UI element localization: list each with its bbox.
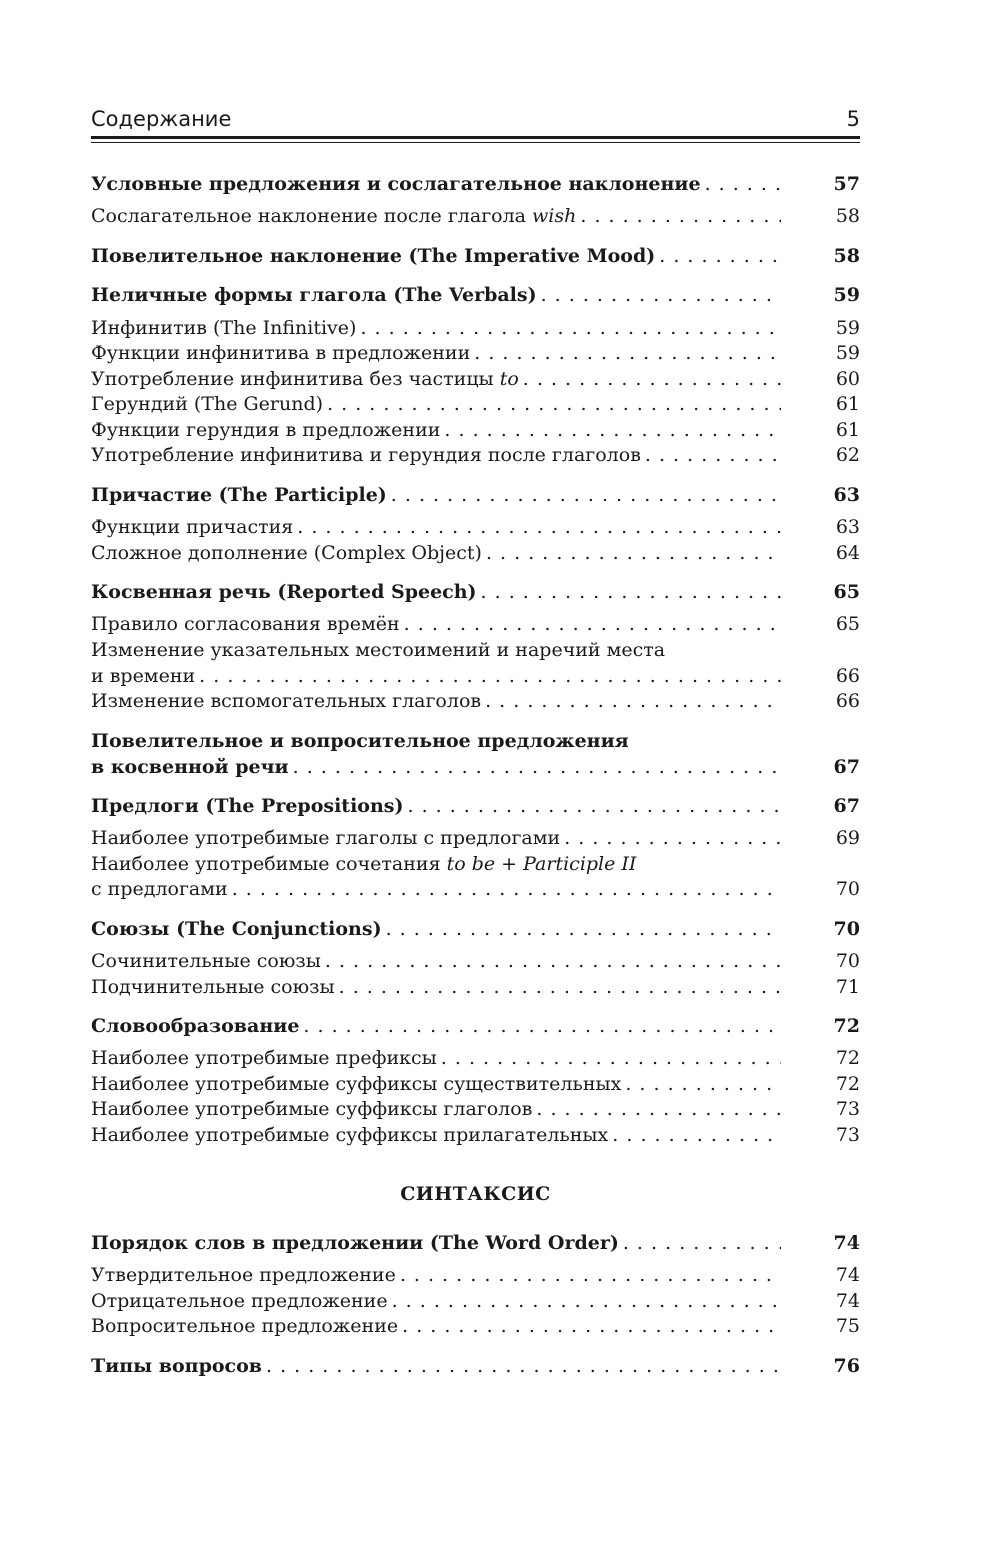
- toc-entry-text: Предлоги (The Prepositions): [91, 795, 407, 817]
- toc-entry-text: Наиболее употребимые суффиксы глаголов: [91, 1098, 536, 1120]
- toc-entry-sequence-of-tenses[interactable]: [91, 611, 860, 637]
- toc-entry-text: с предлогами: [91, 878, 232, 900]
- toc-entry-to-be-participle[interactable]: [91, 876, 860, 902]
- toc-entry-text: Порядок слов в предложении (The Word Order): [91, 1232, 623, 1254]
- toc-entry-text: Употребление инфинитива без частицы: [91, 368, 500, 390]
- header-rule-thick: [91, 136, 860, 139]
- toc-entry-bare-infinitive[interactable]: [91, 366, 860, 392]
- toc-entry-italic-term: to be + Participle II: [446, 853, 637, 875]
- toc-entry-page: 59: [833, 284, 860, 306]
- section-title-syntax: СИНТАКСИС: [400, 1183, 551, 1205]
- toc-entry-interrogative-sentence[interactable]: [91, 1313, 860, 1339]
- toc-entry-text: Косвенная речь (Reported Speech): [91, 581, 481, 603]
- toc-entry-text: Наиболее употребимые суффиксы прилагательных: [91, 1124, 612, 1146]
- toc-entry-page: 72: [833, 1015, 860, 1037]
- toc-entry-page: 66: [835, 690, 860, 712]
- toc-entry-page: 63: [835, 516, 860, 538]
- toc-entry-question-types[interactable]: [91, 1353, 860, 1379]
- toc-entry-verbals[interactable]: [91, 282, 860, 308]
- toc-entry-text: Употребление инфинитива и герундия после глаголов: [91, 444, 645, 466]
- toc-entry-page: 61: [835, 419, 860, 441]
- toc-entry-text: Функции инфинитива в предложении: [91, 342, 474, 364]
- toc-entry-text: Повелительное наклонение (The Imperative Mood): [91, 245, 659, 267]
- toc-entry-page: 70: [833, 918, 860, 940]
- toc-entry-infinitive[interactable]: [91, 315, 860, 341]
- toc-entry-complex-object[interactable]: [91, 540, 860, 566]
- toc-entry-page: 59: [835, 317, 860, 339]
- toc-entry-text: Сочинительные союзы: [91, 950, 325, 972]
- toc-entry-subordinating-conjunctions[interactable]: [91, 974, 860, 1000]
- toc-entry-page: 70: [835, 950, 860, 972]
- toc-entry-demonstratives-change[interactable]: [91, 663, 860, 689]
- toc-entry-line1[interactable]: Изменение указательных местоимений и наречий места: [91, 639, 666, 661]
- toc-entry-gerund-functions[interactable]: [91, 417, 860, 443]
- toc-entry-page: 63: [833, 484, 860, 506]
- toc-entry-reported-speech[interactable]: [91, 579, 860, 605]
- toc-entry-page: 76: [833, 1355, 860, 1377]
- toc-entry-page: 73: [835, 1124, 860, 1146]
- toc-entry-infinitive-gerund-after-verbs[interactable]: [91, 442, 860, 468]
- toc-entry-italic-term: to: [499, 368, 519, 390]
- toc-entry-text: Правило согласования времён: [91, 613, 404, 635]
- toc-entry-text: Функции причастия: [91, 516, 297, 538]
- toc-entry-page: 65: [833, 581, 860, 603]
- toc-entry-infinitive-functions[interactable]: [91, 340, 860, 366]
- toc-entry-page: 65: [835, 613, 860, 635]
- toc-entry-text: Вопросительное предложение: [91, 1315, 402, 1337]
- toc-entry-word-order[interactable]: [91, 1230, 860, 1256]
- toc-entry-prefixes[interactable]: [91, 1045, 860, 1071]
- running-head: [91, 104, 860, 134]
- toc-entry-text: Инфинитив (The Infinitive): [91, 317, 360, 339]
- toc-entry-text: Союзы (The Conjunctions): [91, 918, 386, 940]
- header-rule-thin: [91, 142, 860, 143]
- running-head-page-number: 5: [846, 107, 860, 131]
- running-head-title: Содержание: [91, 107, 232, 131]
- toc-entry-text: Отрицательное предложение: [91, 1290, 392, 1312]
- toc-entry-conjunctions[interactable]: [91, 916, 860, 942]
- toc-entry-conditional[interactable]: [91, 171, 860, 197]
- toc-entry-affirmative-sentence[interactable]: [91, 1262, 860, 1288]
- toc-entry-line1-text: Наиболее употребимые сочетания: [91, 853, 447, 875]
- toc-entry-page: 74: [833, 1232, 860, 1254]
- toc-entry-text: в косвенной речи: [91, 756, 293, 778]
- toc-entry-page: 75: [835, 1315, 860, 1337]
- toc-entry-page: 61: [835, 393, 860, 415]
- toc-entry-verbs-with-prepositions[interactable]: [91, 825, 860, 851]
- toc-entry-page: 58: [835, 205, 860, 227]
- toc-entry-text: Условные предложения и сослагательное наклонение: [91, 173, 705, 195]
- toc-entry-gerund[interactable]: [91, 391, 860, 417]
- toc-entry-italic-term: wish: [532, 205, 577, 227]
- toc-entry-participle-functions[interactable]: [91, 514, 860, 540]
- toc-entry-page: 67: [833, 795, 860, 817]
- toc-entry-page: 71: [835, 976, 860, 998]
- toc-entry-text: Причастие (The Participle): [91, 484, 391, 506]
- toc-entry-page: 62: [835, 444, 860, 466]
- toc-entry-adjective-suffixes[interactable]: [91, 1122, 860, 1148]
- toc-entry-text: Типы вопросов: [91, 1355, 266, 1377]
- toc-entry-text: Изменение вспомогательных глаголов: [91, 690, 485, 712]
- toc-entry-text: Неличные формы глагола (The Verbals): [91, 284, 541, 306]
- toc-entry-text: Наиболее употребимые глаголы с предлогами: [91, 827, 564, 849]
- page: [91, 0, 860, 1552]
- toc-entry-text: Сложное дополнение (Complex Object): [91, 542, 486, 564]
- toc-entry-verb-suffixes[interactable]: [91, 1096, 860, 1122]
- toc-entry-word-formation[interactable]: [91, 1013, 860, 1039]
- toc-entry-text: Сослагательное наклонение после глагола: [91, 205, 533, 227]
- toc-entry-page: 72: [835, 1073, 860, 1095]
- toc-entry-page: 67: [833, 756, 860, 778]
- toc-entry-text: Герундий (The Gerund): [91, 393, 327, 415]
- toc-entry-line1[interactable]: [91, 851, 791, 877]
- toc-entry-coordinating-conjunctions[interactable]: [91, 948, 860, 974]
- toc-entry-participle[interactable]: [91, 482, 860, 508]
- toc-entry-text: Функции герундия в предложении: [91, 419, 444, 441]
- toc-entry-page: 70: [835, 878, 860, 900]
- toc-entry-page: 66: [835, 665, 860, 687]
- toc-entry-negative-sentence[interactable]: [91, 1288, 860, 1314]
- toc-entry-page: 60: [835, 368, 860, 390]
- toc-entry-noun-suffixes[interactable]: [91, 1071, 860, 1097]
- toc-entry-subjunctive-wish[interactable]: [91, 203, 860, 229]
- toc-entry-text: и времени: [91, 665, 199, 687]
- toc-entry-page: 58: [833, 245, 860, 267]
- toc-entry-page: 64: [835, 542, 860, 564]
- toc-entry-imperative-interrogative-reported[interactable]: [91, 754, 860, 780]
- toc-entry-text: Подчинительные союзы: [91, 976, 339, 998]
- toc-entry-text: Наиболее употребимые суффиксы существительных: [91, 1073, 625, 1095]
- toc-entry-page: 74: [835, 1290, 860, 1312]
- toc-entry-page: 59: [835, 342, 860, 364]
- toc-entry-text: Наиболее употребимые префиксы: [91, 1047, 441, 1069]
- toc-entry-page: 74: [835, 1264, 860, 1286]
- toc-entry-text: Словообразование: [91, 1015, 303, 1037]
- toc-entry-page: 72: [835, 1047, 860, 1069]
- toc-entry-page: 73: [835, 1098, 860, 1120]
- toc-entry-prepositions[interactable]: [91, 793, 860, 819]
- toc-entry-page: 57: [833, 173, 860, 195]
- toc-entry-imperative[interactable]: [91, 243, 860, 269]
- toc-entry-page: 69: [835, 827, 860, 849]
- toc-entry-text: Утвердительное предложение: [91, 1264, 400, 1286]
- toc-entry-auxiliary-change[interactable]: [91, 688, 860, 714]
- toc-entry-line1[interactable]: Повелительное и вопросительное предложения: [91, 730, 629, 752]
